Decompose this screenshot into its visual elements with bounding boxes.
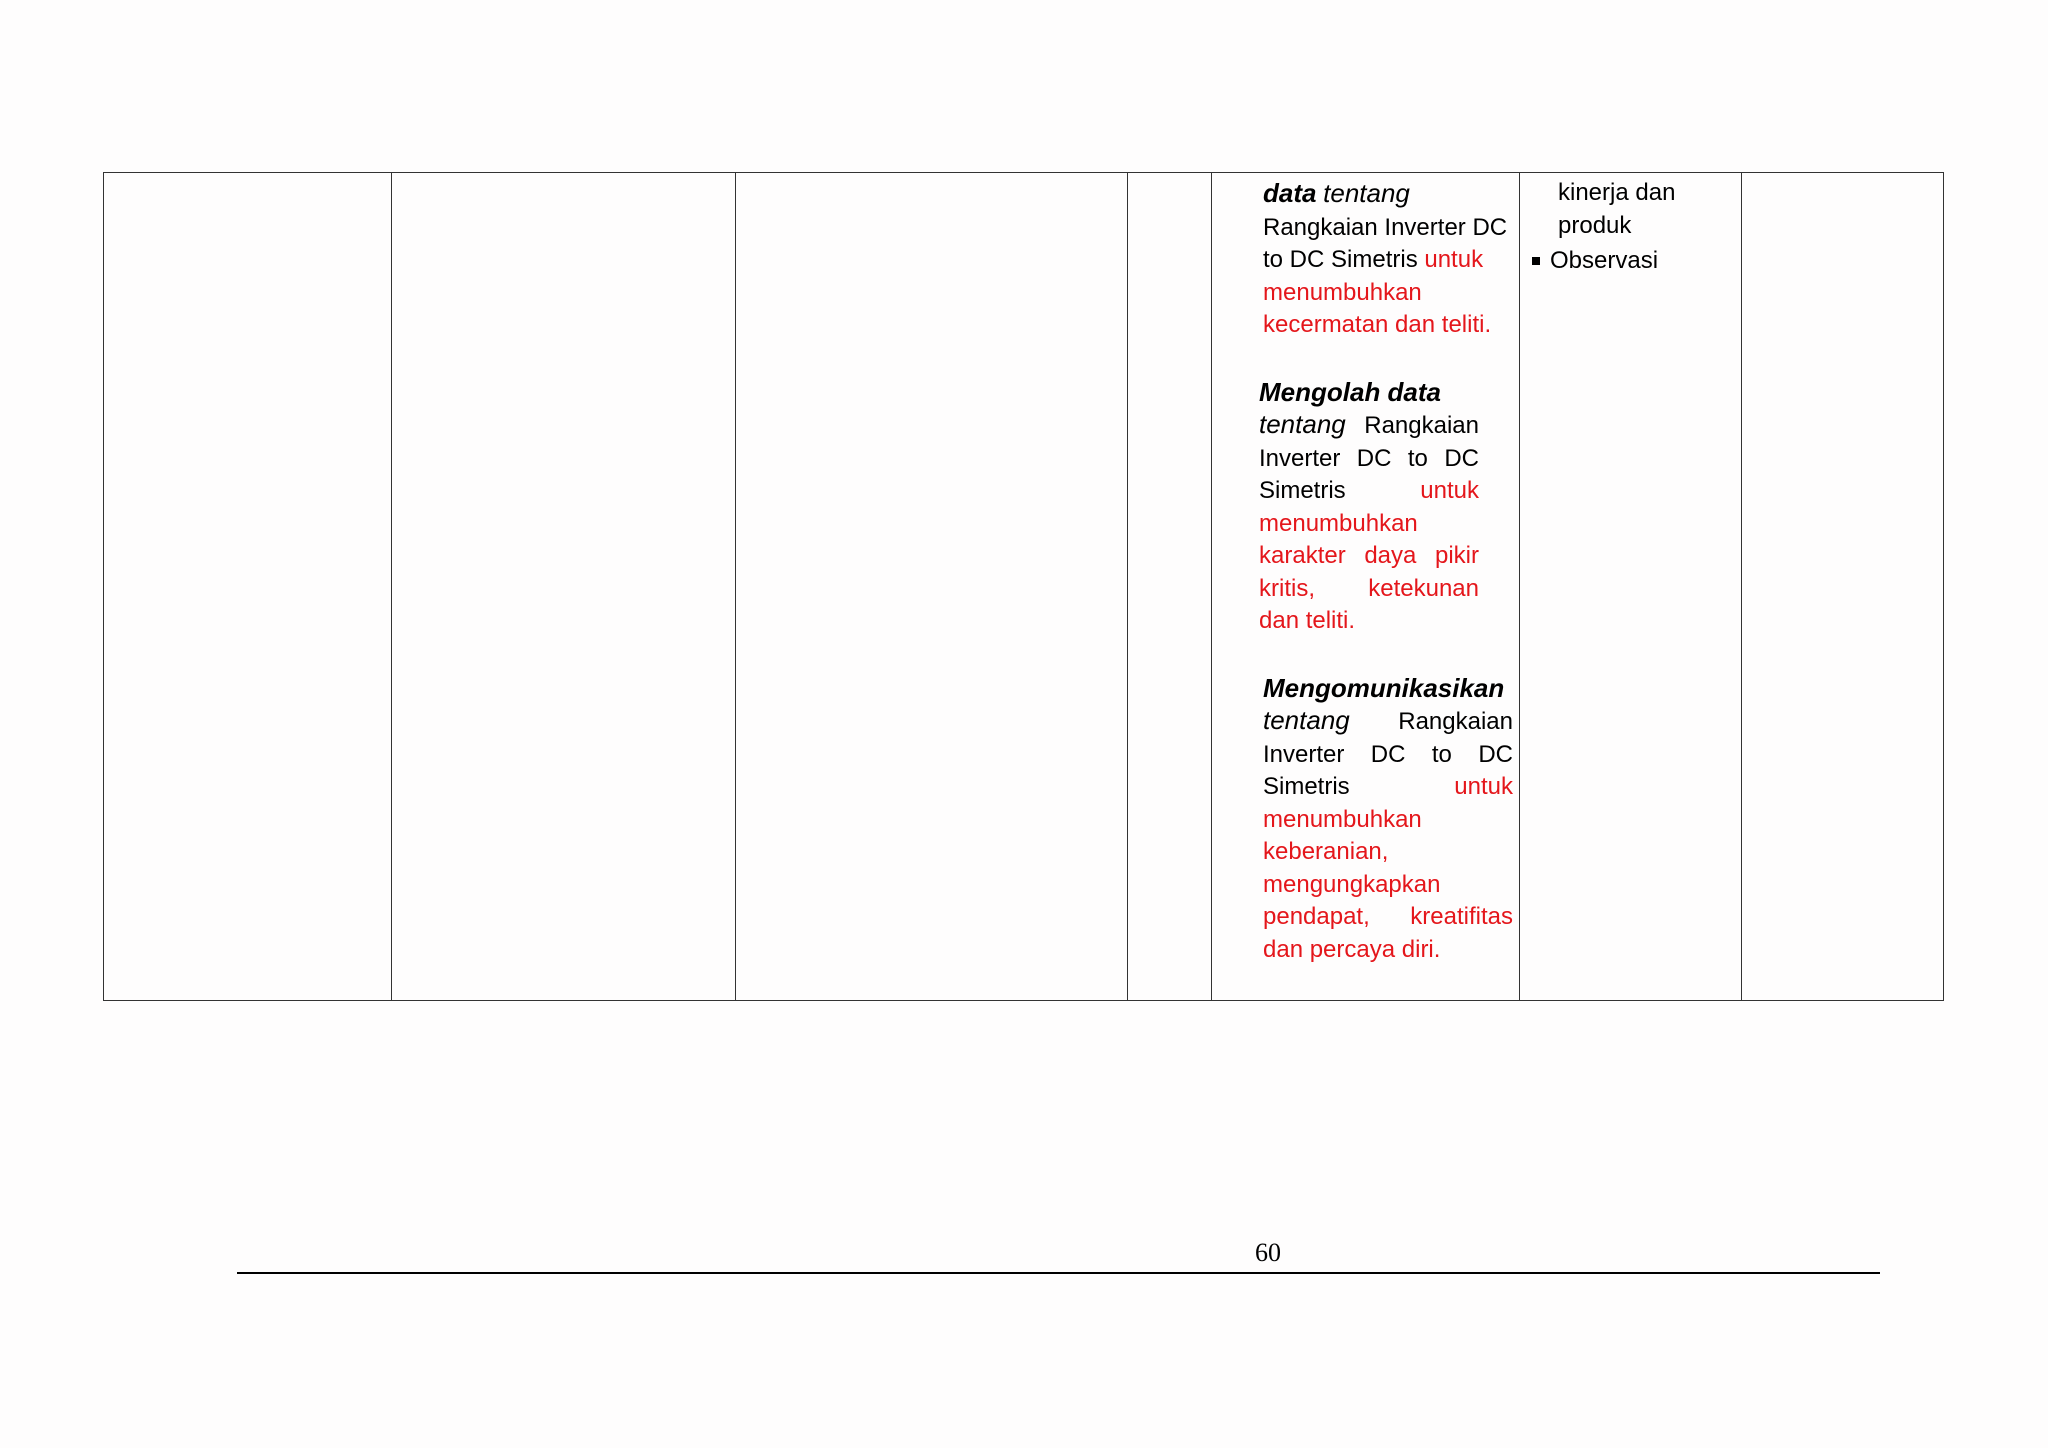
block-character-text: untuk menumbuhkan keberanian, mengungkapkan pendapat, kreatifitas dan percaya diri. bbox=[1263, 773, 1513, 963]
block-body-text: Rangkaian Inverter DC to DC Simetris bbox=[1259, 412, 1479, 504]
list-item bbox=[1532, 245, 1737, 278]
lesson-plan-table bbox=[103, 172, 1944, 1001]
activity-block-process-data bbox=[1212, 342, 1519, 638]
page-number: 60 bbox=[1255, 1238, 1281, 1267]
block-heading-italic: tentang bbox=[1323, 178, 1410, 208]
learning-activity-cell bbox=[1212, 173, 1520, 1001]
block-heading: Mengomunikasikan bbox=[1263, 672, 1505, 703]
block-heading: data bbox=[1263, 178, 1317, 208]
activity-block-communicate bbox=[1212, 638, 1519, 967]
empty-cell-4 bbox=[1128, 173, 1212, 1001]
empty-cell-3 bbox=[736, 173, 1128, 1001]
activity-block-collect-data bbox=[1212, 173, 1519, 342]
block-character-text: untuk menumbuhkan kecermatan dan teliti. bbox=[1263, 246, 1492, 338]
bullet-text: Observasi bbox=[1550, 247, 1659, 274]
assessment-cell bbox=[1520, 173, 1742, 1001]
square-bullet-icon bbox=[1532, 257, 1540, 265]
empty-cell-2 bbox=[392, 173, 736, 1001]
footer-rule bbox=[237, 1272, 1880, 1274]
block-lead-italic: tentang bbox=[1263, 705, 1350, 735]
block-character-text: untuk menumbuhkan karakter daya pikir kritis, ketekunan dan teliti. bbox=[1259, 477, 1479, 634]
empty-cell-1 bbox=[104, 173, 392, 1001]
empty-cell-7 bbox=[1742, 173, 1944, 1001]
block-lead-italic: tentang bbox=[1259, 409, 1346, 439]
table-row bbox=[104, 173, 1944, 1001]
block-heading: Mengolah data bbox=[1259, 376, 1442, 407]
assessment-continued-text: kinerja dan produk bbox=[1558, 179, 1676, 239]
block-body-text: Rangkaian Inverter DC to DC Simetris bbox=[1263, 213, 1508, 273]
block-body-text: Rangkaian Inverter DC to DC Simetris bbox=[1263, 708, 1513, 800]
